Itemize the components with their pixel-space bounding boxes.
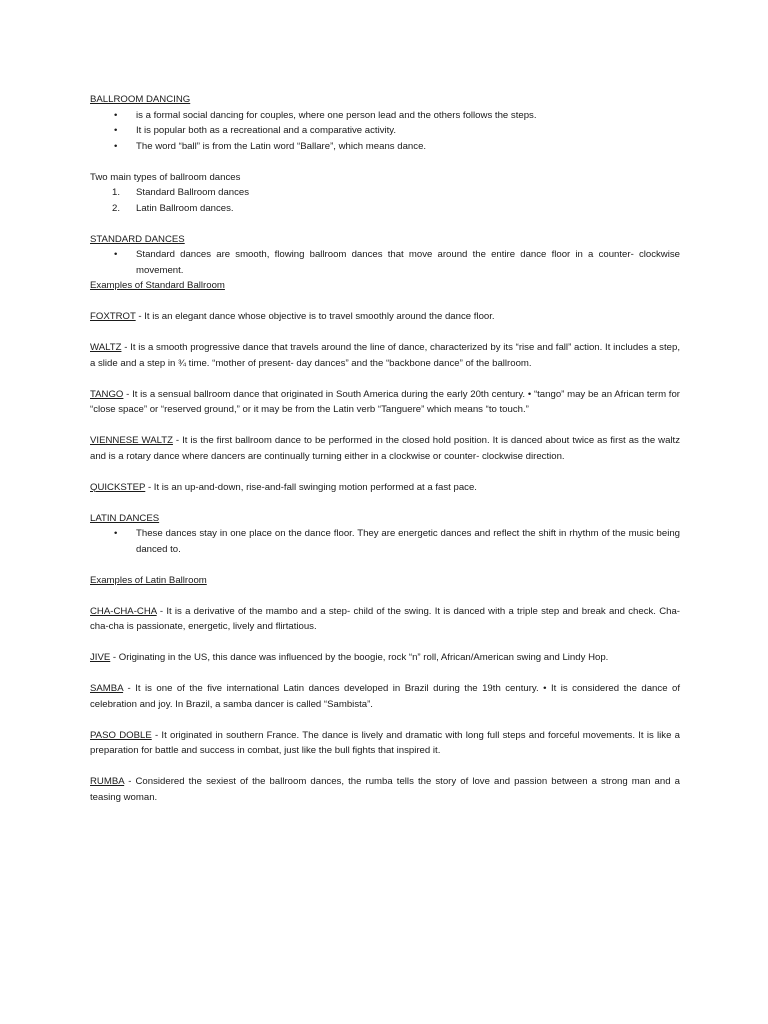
bullet-icon: • [114,125,118,136]
list-number: 1. [112,187,121,198]
dance-name: SAMBA [90,683,124,694]
bullet-icon: • [114,528,118,539]
dance-name: CHA-CHA-CHA [90,605,157,617]
dance-foxtrot: FOXTROT - It is an elegant dance whose objective is to travel smoothly around the dance floor. [90,311,495,322]
bullet-icon: • [114,109,118,121]
types-numbered-list [90,185,680,216]
standard-bullet-list [90,247,680,278]
list-item: • is a formal social dancing for couples, where one person lead and the others follows the steps. [90,108,680,124]
bullet-icon: • [114,249,118,260]
dance-name: RUMBA [90,776,125,787]
standard-heading: STANDARD DANCES [90,233,185,245]
document-page [90,92,680,805]
list-item: • The word “ball” is from the Latin word “Ballare”, which means dance. [90,139,680,155]
latin-examples-heading: Examples of Latin Ballroom [90,574,207,586]
bullet-icon: • [114,140,118,152]
types-intro: Two main types of ballroom dances [90,171,241,183]
standard-examples-heading: Examples of Standard Ballroom [90,280,225,291]
dance-name: FOXTROT [90,311,136,322]
list-item: • These dances stay in one place on the dance floor. They are energetic dances and reflect the shift in rhythm of the music being danced to. [114,528,680,555]
dance-name: WALTZ [90,342,122,353]
latin-heading: LATIN DANCES [90,512,160,524]
list-item: 2. Latin Ballroom dances. [90,201,680,217]
dance-name: JIVE [90,652,111,663]
latin-bullet-list [90,526,680,557]
dance-name: VIENNESE WALTZ [90,435,173,446]
dance-samba: SAMBA - It is one of the five international Latin dances developed in Brazil during the 19th century. • It is considered the dance of celebration and joy. In Brazil, a samba dancer is called “Sambista”. [90,683,680,710]
ballroom-bullet-list [90,108,680,155]
dance-cha-cha-cha: CHA-CHA-CHA - It is a derivative of the mambo and a step- child of the swing. It is danced with a triple step and break and check. Cha-cha-cha is passionate, energetic, lively and flirtatious. [90,605,680,632]
list-number: 2. [112,202,121,214]
ballroom-heading: BALLROOM DANCING [90,94,191,105]
dance-quickstep: QUICKSTEP - It is an up-and-down, rise-and-fall swinging motion performed at a fast pace. [90,481,477,493]
dance-rumba: RUMBA - Considered the sexiest of the ballroom dances, the rumba tells the story of love and passion between a strong man and a teasing woman. [90,776,680,803]
dance-waltz: WALTZ - It is a smooth progressive dance that travels around the line of dance, characterized by its “rise and fall” action. It includes a step, a slide and a step in ¾ time. “mother of present- day dances” and the “backbone dance” of the ballroom. [90,342,680,369]
dance-name: TANGO [90,388,124,400]
dance-paso-doble: PASO DOBLE - It originated in southern France. The dance is lively and dramatic with long full steps and forceful movements. It is like a preparation for battle and success in combat, just like the bull fights that inspired it. [90,729,680,756]
list-item: • It is popular both as a recreational and a comparative activity. [90,123,680,139]
list-item: • Standard dances are smooth, flowing ballroom dances that move around the entire dance floor in a counter- clockwise movement. [114,249,680,276]
dance-name: PASO DOBLE [90,729,152,741]
dance-viennese-waltz: VIENNESE WALTZ - It is the first ballroom dance to be performed in the closed hold position. It is danced about twice as first as the waltz and is a rotary dance where dancers are continually turning either in a clockwise or counter- clockwise direction. [90,435,680,462]
dance-name: QUICKSTEP [90,481,146,493]
dance-tango: TANGO - It is a sensual ballroom dance that originated in South America during the early 20th century. • “tango” may be an African term for “close space” or “reserved ground,” or it may be from the Latin verb “Tanguere” which means “to touch.” [90,388,680,415]
dance-jive: JIVE - Originating in the US, this dance was influenced by the boogie, rock “n” roll, African/American swing and Lindy Hop. [90,652,609,663]
list-item: 1. Standard Ballroom dances [90,185,680,201]
